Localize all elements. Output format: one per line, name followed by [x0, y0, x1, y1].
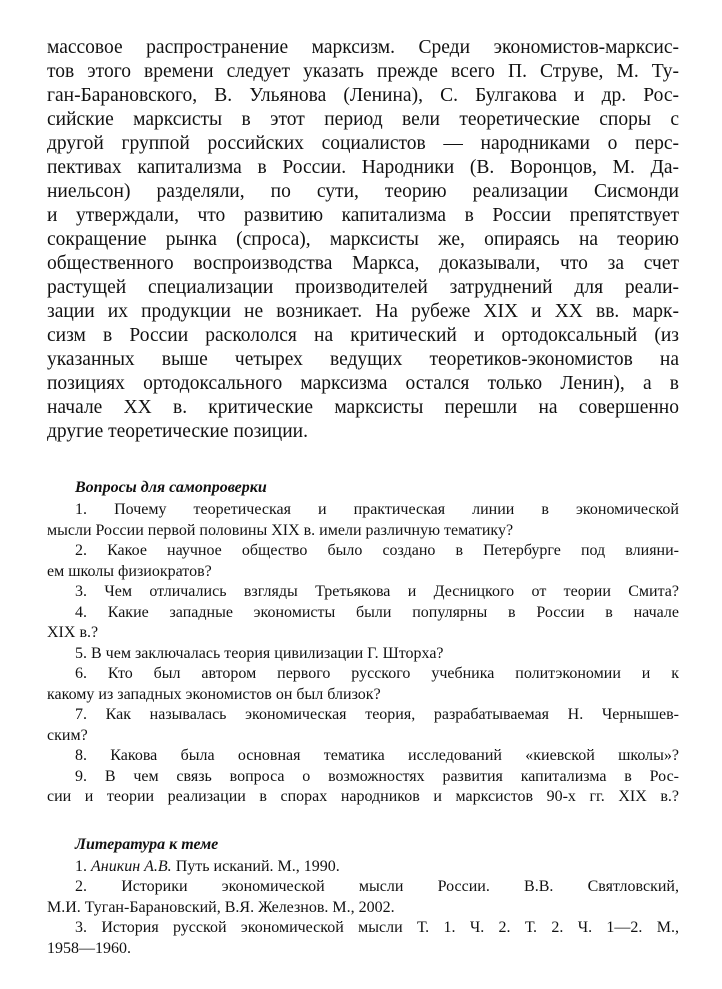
- question-item: [47, 603, 679, 644]
- question-line: 9. В чем связь вопроса о возможностях развития капитализма в Рос-: [75, 767, 679, 785]
- question-line: сии и теории реализации в спорах народников и марксистов 90-х гг. XIX в.?: [47, 788, 679, 805]
- literature-line: [47, 857, 679, 878]
- literature-item: [47, 918, 679, 959]
- text-line: общественного воспроизводства Маркса, доказывали, что за счет: [47, 253, 679, 274]
- question-item: [47, 541, 679, 582]
- question-line: какому из западных экономистов он был близок?: [47, 685, 381, 703]
- question-item: [47, 746, 679, 767]
- text-line: ган-Барановского, В. Ульянова (Ленина), С. Булгакова и др. Рос-: [47, 85, 679, 106]
- text-line: другой группой российских социалистов — народниками о перс-: [47, 133, 679, 154]
- main-paragraph: [47, 36, 679, 444]
- literature-author: Аникин А.В.: [91, 857, 172, 875]
- question-item: [47, 767, 679, 808]
- text-line: сийские марксисты в этот период вели теоретические споры с: [47, 109, 679, 130]
- question-line: мысли России первой половины XIX в. имели различную тематику?: [47, 521, 514, 539]
- text-line: зации их продукции не возникает. На рубеже XIX и XX вв. марк-: [47, 301, 679, 322]
- literature-item: [47, 857, 679, 878]
- text-line: начале XX в. критические марксисты перешли на совершенно: [47, 397, 679, 418]
- question-item: [47, 644, 679, 665]
- text-line: сизм в России раскололся на критический и ортодоксальный (из: [47, 325, 679, 346]
- question-line: XIX в.?: [47, 624, 99, 641]
- question-item: [47, 582, 679, 603]
- text-line: и утверждали, что развитию капитализма в России препятствует: [47, 205, 679, 226]
- literature-line: М.И. Туган-Барановский, В.Я. Железнов. М., 2002.: [47, 898, 395, 916]
- text-line: пективах капитализма в России. Народники (В. Воронцов, М. Да-: [47, 157, 679, 178]
- page: [47, 0, 679, 959]
- question-item: [47, 705, 679, 746]
- question-line: 8. Какова была основная тематика исследований «киевской школы»?: [75, 747, 679, 764]
- questions-list: [47, 500, 679, 808]
- literature-list: [47, 857, 679, 960]
- text-line: тов этого времени следует указать прежде всего П. Струве, М. Ту-: [47, 61, 679, 82]
- question-line: 6. Кто был автором первого русского учебника политэкономии и к: [75, 665, 679, 682]
- question-item: [47, 664, 679, 705]
- question-line: ским?: [47, 726, 88, 744]
- question-line: 7. Как называлась экономическая теория, разрабатываемая Н. Чернышев-: [75, 706, 679, 723]
- literature-line: 2. Историки экономической мысли России. В.В. Святловский,: [75, 878, 679, 895]
- text-line: ниельсон) разделяли, по сути, теорию реализации Сисмонди: [47, 181, 679, 202]
- text-line: другие теоретические позиции.: [47, 421, 308, 442]
- literature-heading: Литература к теме: [75, 835, 219, 853]
- questions-heading: Вопросы для самопроверки: [75, 479, 267, 496]
- literature-line: 1958—1960.: [47, 939, 131, 957]
- text-line: сокращение рынка (спроса), марксисты же, опираясь на теорию: [47, 229, 679, 250]
- literature-title: Путь исканий. М., 1990.: [175, 857, 340, 875]
- literature-item: [47, 877, 679, 918]
- question-line: 3. Чем отличались взгляды Третьякова и Десницкого от теории Смита?: [75, 583, 679, 600]
- question-line: 4. Какие западные экономисты были популярны в России в начале: [75, 603, 679, 621]
- text-line: указанных выше четырех ведущих теоретиков-экономистов на: [47, 349, 679, 370]
- text-line: массовое распространение марксизм. Среди экономистов-марксис-: [47, 37, 679, 58]
- text-line: растущей специализации производителей затруднений для реали-: [47, 277, 679, 298]
- question-line: 2. Какое научное общество было создано в Петербурге под влияни-: [75, 542, 679, 559]
- question-line: ем школы физиократов?: [47, 562, 212, 580]
- question-line: 5. В чем заключалась теория цивилизации Г. Шторха?: [75, 644, 444, 662]
- literature-line: 3. История русской экономической мысли Т. 1. Ч. 2. Т. 2. Ч. 1—2. М.,: [75, 919, 679, 936]
- literature-number: 1.: [75, 857, 87, 875]
- text-line: позициях ортодоксального марксизма остался только Ленин), а в: [47, 373, 679, 394]
- question-line: 1. Почему теоретическая и практическая линии в экономической: [75, 501, 679, 518]
- question-item: [47, 500, 679, 541]
